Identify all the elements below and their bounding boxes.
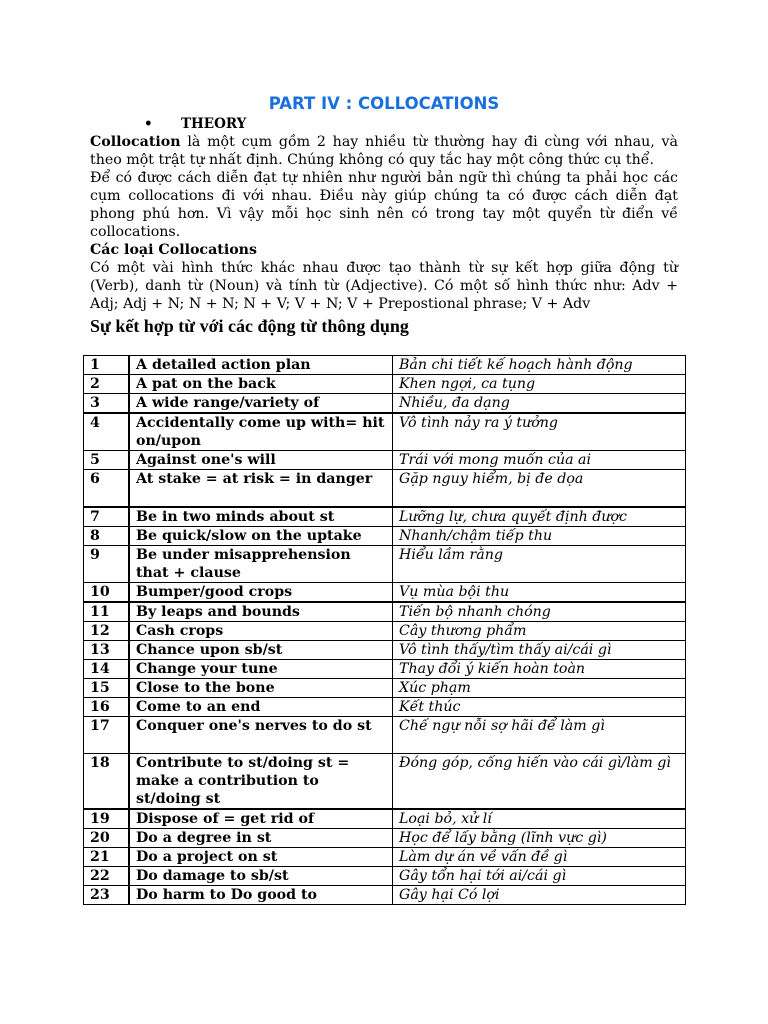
row-number: 16: [84, 698, 130, 717]
collocation-phrase: Contribute to st/doing st = make a contribution to st/doing st: [129, 754, 393, 810]
collocation-meaning: Gặp nguy hiểm, bị đe dọa: [393, 470, 686, 508]
table-row: [84, 546, 686, 583]
collocations-table-body: [84, 356, 686, 905]
collocation-phrase: Cash crops: [129, 622, 393, 641]
collocation-meaning: Vô tình nảy ra ý tưởng: [393, 413, 686, 451]
collocation-meaning: Chế ngự nỗi sợ hãi để làm gì: [393, 717, 686, 754]
theory-label: THEORY: [181, 116, 247, 132]
collocation-phrase: Dispose of = get rid of: [129, 809, 393, 829]
row-number: 17: [84, 717, 130, 754]
table-row: [84, 394, 686, 414]
collocation-phrase: Be under misapprehension that + clause: [129, 546, 393, 583]
table-row: [84, 660, 686, 679]
table-row: [84, 375, 686, 394]
collocation-meaning: Loại bỏ, xử lí: [393, 809, 686, 829]
row-number: 20: [84, 829, 130, 848]
collocation-phrase: By leaps and bounds: [129, 602, 393, 622]
collocation-phrase: Be in two minds about st: [129, 507, 393, 527]
row-number: 23: [84, 886, 130, 905]
row-number: 12: [84, 622, 130, 641]
row-number: 7: [84, 507, 130, 527]
row-number: 2: [84, 375, 130, 394]
collocation-phrase: Change your tune: [129, 660, 393, 679]
collocation-phrase: At stake = at risk = in danger: [129, 470, 393, 508]
collocation-meaning: Gây tổn hại tới ai/cái gì: [393, 867, 686, 886]
table-row: [84, 622, 686, 641]
table-row: [84, 809, 686, 829]
table-row: [84, 527, 686, 546]
collocation-phrase: A wide range/variety of: [129, 394, 393, 414]
table-row: [84, 829, 686, 848]
table-row: [84, 413, 686, 451]
collocation-phrase: Conquer one's nerves to do st: [129, 717, 393, 754]
table-row: [84, 451, 686, 470]
table-row: [84, 886, 686, 905]
collocation-meaning: Lưỡng lự, chưa quyết định được: [393, 507, 686, 527]
collocation-meaning: Làm dự án về vấn đề gì: [393, 848, 686, 867]
table-row: [84, 754, 686, 810]
table-row: [84, 679, 686, 698]
collocation-phrase: Close to the bone: [129, 679, 393, 698]
table-row: [84, 717, 686, 754]
collocation-phrase: Do damage to sb/st: [129, 867, 393, 886]
table-row: [84, 602, 686, 622]
theory-bullet: [90, 116, 678, 133]
collocation-meaning: Đóng góp, cống hiến vào cái gì/làm gì: [393, 754, 686, 810]
collocation-meaning: Khen ngợi, ca tụng: [393, 375, 686, 394]
table-row: [84, 641, 686, 660]
table-row: [84, 356, 686, 375]
row-number: 8: [84, 527, 130, 546]
intro-paragraph: [90, 133, 678, 169]
collocation-phrase: A pat on the back: [129, 375, 393, 394]
collocation-meaning: Bản chi tiết kế hoạch hành động: [393, 356, 686, 375]
row-number: 18: [84, 754, 130, 810]
collocation-phrase: Do a degree in st: [129, 829, 393, 848]
collocation-meaning: Trái với mong muốn của ai: [393, 451, 686, 470]
table-row: [84, 698, 686, 717]
row-number: 21: [84, 848, 130, 867]
table-row: [84, 867, 686, 886]
collocation-definition: là một cụm gồm 2 hay nhiều từ thường hay đi cùng với nhau, và theo một trật tự nhất định. Chúng không có quy tắc hay một công thức cụ thể.: [90, 134, 678, 168]
collocation-phrase: Be quick/slow on the uptake: [129, 527, 393, 546]
document-page: [90, 92, 678, 336]
row-number: 15: [84, 679, 130, 698]
row-number: 13: [84, 641, 130, 660]
collocation-phrase: Do a project on st: [129, 848, 393, 867]
row-number: 1: [84, 356, 130, 375]
collocation-meaning: Hiểu lầm rằng: [393, 546, 686, 583]
table-row: [84, 470, 686, 508]
row-number: 19: [84, 809, 130, 829]
collocation-phrase: Come to an end: [129, 698, 393, 717]
table-row: [84, 583, 686, 603]
collocation-meaning: Vụ mùa bội thu: [393, 583, 686, 603]
collocation-meaning: Cây thương phẩm: [393, 622, 686, 641]
row-number: 5: [84, 451, 130, 470]
collocation-meaning: Nhanh/chậm tiếp thu: [393, 527, 686, 546]
intro-paragraph-2: Để có được cách diễn đạt tự nhiên như người bản ngữ thì chúng ta phải học các cụm collocations đi với nhau. Điều này giúp chúng ta có được cách diễn đạt phong phú hơn. Vì vậy mỗi học sinh nên có trong tay một quyển từ điển về collocations.: [90, 170, 678, 240]
row-number: 6: [84, 470, 130, 508]
table-row: [84, 848, 686, 867]
collocation-meaning: Vô tình thấy/tìm thấy ai/cái gì: [393, 641, 686, 660]
collocation-phrase: Do harm to Do good to: [129, 886, 393, 905]
types-heading: Các loại Collocations: [90, 242, 257, 258]
collocation-meaning: Gây hại Có lợi: [393, 886, 686, 905]
table-heading: Sự kết hợp từ với các động từ thông dụng: [90, 316, 409, 336]
types-paragraph: Có một vài hình thức khác nhau được tạo thành từ sự kết hợp giữa động từ (Verb), danh từ (Noun) và tính từ (Adjective). Có một số hình thức như: Adv + Adj; Adj + N; N + N; N + V; V + N; V + Prepostional phrase; V + Adv: [90, 260, 678, 312]
row-number: 4: [84, 413, 130, 451]
row-number: 9: [84, 546, 130, 583]
collocation-term: Collocation: [90, 134, 181, 150]
table-row: [84, 507, 686, 527]
bullet-icon: •: [144, 116, 153, 132]
collocation-meaning: Học để lấy bằng (lĩnh vực gì): [393, 829, 686, 848]
collocations-table: [83, 355, 686, 905]
page-title: PART IV : COLLOCATIONS: [268, 94, 500, 113]
row-number: 22: [84, 867, 130, 886]
collocation-meaning: Thay đổi ý kiến hoàn toàn: [393, 660, 686, 679]
collocation-meaning: Xúc phạm: [393, 679, 686, 698]
collocation-phrase: Bumper/good crops: [129, 583, 393, 603]
row-number: 10: [84, 583, 130, 603]
collocation-meaning: Nhiều, đa dạng: [393, 394, 686, 414]
collocation-meaning: Kết thúc: [393, 698, 686, 717]
collocation-phrase: Chance upon sb/st: [129, 641, 393, 660]
row-number: 14: [84, 660, 130, 679]
collocation-phrase: Accidentally come up with= hit on/upon: [129, 413, 393, 451]
row-number: 11: [84, 602, 130, 622]
collocation-phrase: Against one's will: [129, 451, 393, 470]
collocation-phrase: A detailed action plan: [129, 356, 393, 375]
collocation-meaning: Tiến bộ nhanh chóng: [393, 602, 686, 622]
row-number: 3: [84, 394, 130, 414]
